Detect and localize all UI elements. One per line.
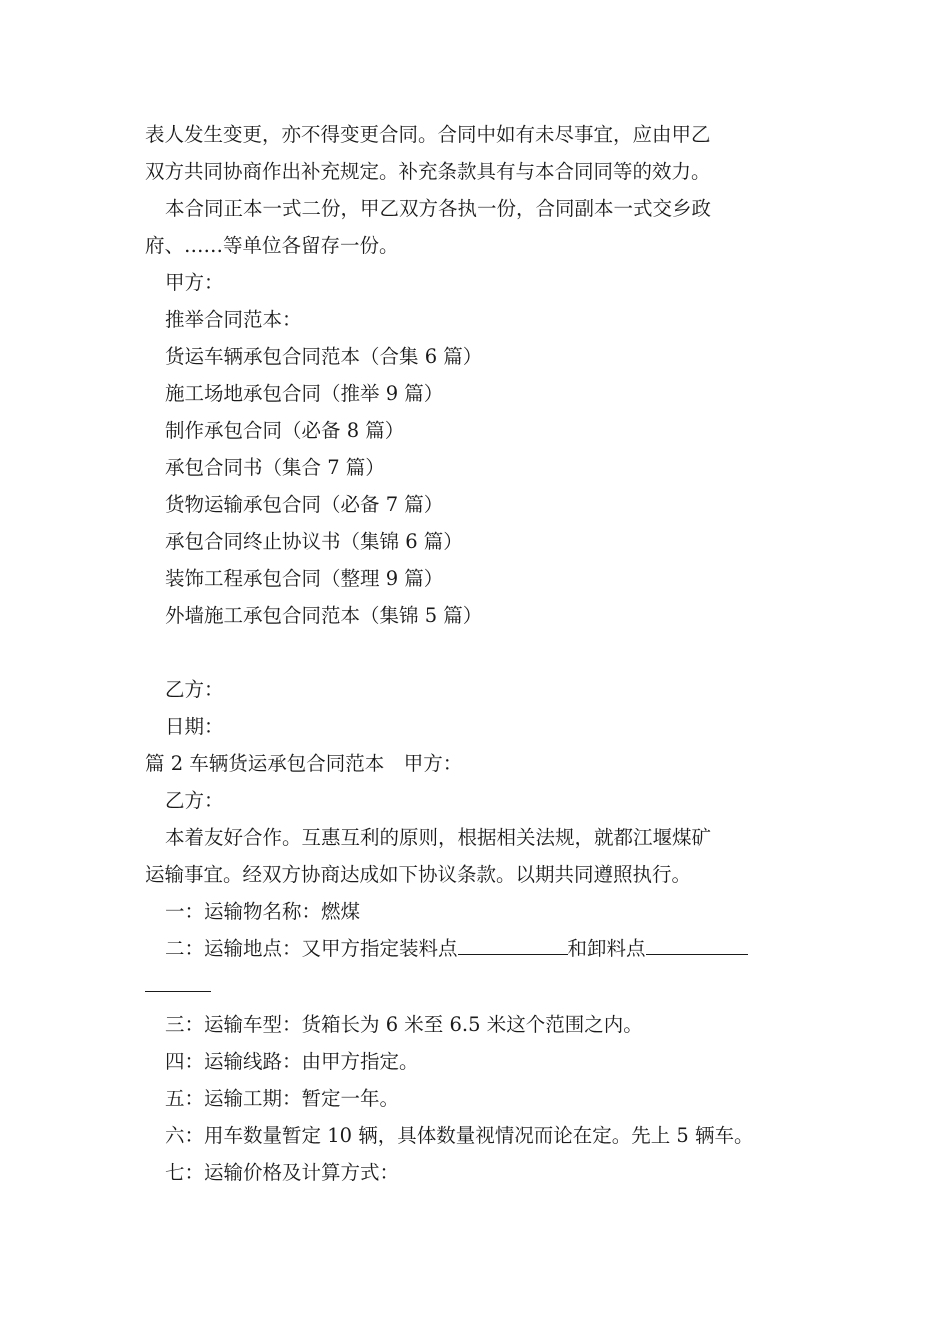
recommended-item[interactable]: 制作承包合同（必备 8 篇） <box>165 419 405 442</box>
recommended-list <box>145 338 810 634</box>
paragraph-line: 双方共同协商作出补充规定。补充条款具有与本合同同等的效力。 <box>145 160 711 183</box>
clause-4: 四：运输线路：由甲方指定。 <box>165 1050 419 1073</box>
paragraph-line: 本合同正本一式二份，甲乙双方各执一份，合同副本一式交乡政 <box>165 197 712 220</box>
recommended-item[interactable]: 施工场地承包合同（推举 9 篇） <box>165 382 444 405</box>
unloading-point-blank-cont[interactable] <box>145 969 211 992</box>
recommended-item[interactable]: 货运车辆承包合同范本（合集 6 篇） <box>165 345 483 368</box>
party-b-label-2: 乙方： <box>165 789 224 812</box>
spacer <box>145 634 810 671</box>
unloading-point-blank[interactable] <box>646 932 748 955</box>
date-label: 日期： <box>165 715 224 738</box>
clause-2 <box>145 930 810 967</box>
clause-2-mid: 和卸料点 <box>567 937 646 960</box>
document-body <box>145 116 810 1191</box>
recommend-heading: 推举合同范本： <box>165 308 302 331</box>
paragraph-line: 运输事宜。经双方协商达成如下协议条款。以期共同遵照执行。 <box>145 863 692 886</box>
recommended-item[interactable]: 货物运输承包合同（必备 7 篇） <box>165 493 444 516</box>
clause-2-prefix: 二：运输地点：又甲方指定装料点 <box>165 937 458 960</box>
paragraph-line: 府、……等单位各留存一份。 <box>145 234 399 257</box>
party-b-label: 乙方： <box>165 678 224 701</box>
section-title: 篇 2 车辆货运承包合同范本 甲方： <box>145 752 463 775</box>
recommended-item[interactable]: 承包合同书（集合 7 篇） <box>165 456 385 479</box>
loading-point-blank[interactable] <box>458 932 568 955</box>
clause-2-continuation <box>145 967 810 994</box>
clause-6: 六：用车数量暂定 10 辆，具体数量视情况而论在定。先上 5 辆车。 <box>165 1124 754 1147</box>
recommended-item[interactable]: 装饰工程承包合同（整理 9 篇） <box>165 567 444 590</box>
recommended-item[interactable]: 外墙施工承包合同范本（集锦 5 篇） <box>165 604 483 627</box>
clause-7: 七：运输价格及计算方式： <box>165 1161 400 1184</box>
paragraph-line: 表人发生变更，亦不得变更合同。合同中如有未尽事宜，应由甲乙 <box>145 123 711 146</box>
recommended-item[interactable]: 承包合同终止协议书（集锦 6 篇） <box>165 530 463 553</box>
clause-1: 一：运输物名称：燃煤 <box>165 900 361 923</box>
clause-3: 三：运输车型：货箱长为 6 米至 6.5 米这个范围之内。 <box>165 1013 643 1036</box>
party-a-label: 甲方： <box>165 271 224 294</box>
clause-5: 五：运输工期：暂定一年。 <box>165 1087 400 1110</box>
paragraph-line: 本着友好合作。互惠互利的原则，根据相关法规，就都江堰煤矿 <box>165 826 712 849</box>
